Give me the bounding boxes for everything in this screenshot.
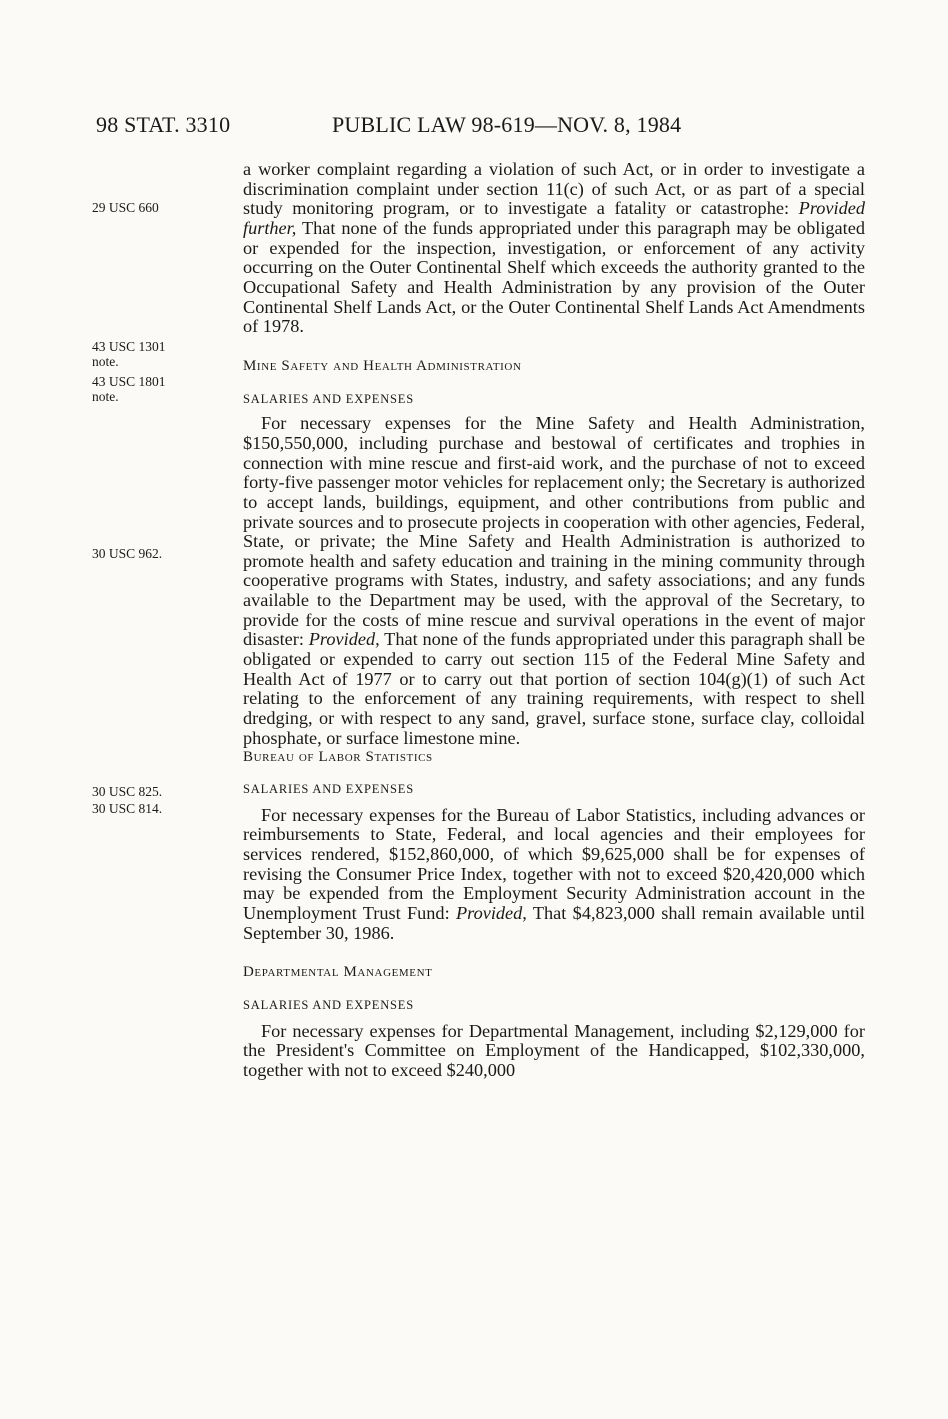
public-law-title: PUBLIC LAW 98-619—NOV. 8, 1984 (332, 112, 682, 137)
page-header (96, 112, 746, 142)
paragraph-osha-continued: a worker complaint regarding a violation of such Act, or in order to investigate a discrimination complaint under section 11(c) of such Act, or as part of a special study monitoring program, or to investigate a fatality or catastrophe: Provided further, That none of the funds appropriated under this paragraph may be obligated or expended for the inspection, investigation, or enforcement of any activity occurring on the Outer Continental Shelf which exceeds the authority granted to the Occupational Safety and Health Administration by any provision of the Outer Continental Shelf Lands Act, or the Outer Continental Shelf Lands Act Amendments of 1978. (243, 159, 865, 337)
subheading-salaries-dm: SALARIES AND EXPENSES (243, 997, 414, 1012)
margin-note: note. (92, 354, 119, 369)
stat-page-number: 98 STAT. 3310 (96, 112, 231, 137)
margin-note: 43 USC 1801 (92, 374, 166, 389)
subheading-salaries-bls: SALARIES AND EXPENSES (243, 782, 414, 797)
provided: Provided, (455, 902, 527, 923)
margin-note: note. (92, 389, 119, 404)
heading-msha: Mine Safety and Health Administration (243, 357, 522, 374)
paragraph-msha: For necessary expenses for the Mine Safety and Health Administration, $150,550,000, including purchase and bestowal of certificates and trophies in connection with mine rescue and first-aid work, and the purchase of not to exceed forty-five passenger motor vehicles for replacement only; the Secretary is authorized to accept lands, buildings, equipment, and other contributions from public and private sources and to prosecute projects in cooperation with other agencies, Federal, State, or private; the Mine Safety and Health Administration is authorized to promote health and safety education and training in the mining community through cooperative programs with States, industry, and safety associations; and any funds available to the Department may be used, with the approval of the Secretary, to provide for the costs of mine rescue and survival operations in the event of major disaster: Provided, That none of the funds appropriated under this paragraph shall be obligated or expended to carry out section 115 of the Federal Mine Safety and Health Act of 1977 or to carry out that portion of section 104(g)(1) of such Act relating to the enforcement of any training requirements, with respect to shell dredging, or with respect to any sand, gravel, surface stone, surface clay, colloidal phosphate, or surface limestone mine. (243, 413, 865, 748)
provided-further: Provided further, (243, 198, 865, 238)
paragraph-bls: For necessary expenses for the Bureau of Labor Statistics, including advances or reimbursements to State, Federal, and local agencies and their employees for services rendered, $152,860,000, of which $9,625,000 shall be for expenses of revising the Consumer Price Index, together with not to exceed $20,420,000 which may be expended from the Employment Security Administration account in the Unemployment Trust Fund: Provided, That $4,823,000 shall remain available until September 30, 1986. (243, 804, 865, 943)
heading-departmental-management: Departmental Management (243, 964, 433, 981)
body-text (243, 160, 865, 1081)
margin-note: 30 USC 962. (92, 546, 163, 561)
provided: Provided, (308, 629, 380, 650)
heading-bls: Bureau of Labor Statistics (243, 749, 433, 766)
margin-note: 30 USC 825. (92, 784, 163, 799)
margin-note: 43 USC 1301 (92, 339, 166, 354)
margin-note: 30 USC 814. (92, 801, 163, 816)
paragraph-departmental-management: For necessary expenses for Departmental Management, including $2,129,000 for the President's Committee on Employment of the Handicapped, $102,330,000, together with not to exceed $240,000 (243, 1020, 865, 1080)
subheading-salaries-msha: SALARIES AND EXPENSES (243, 391, 414, 406)
margin-note: 29 USC 660 (92, 200, 159, 215)
